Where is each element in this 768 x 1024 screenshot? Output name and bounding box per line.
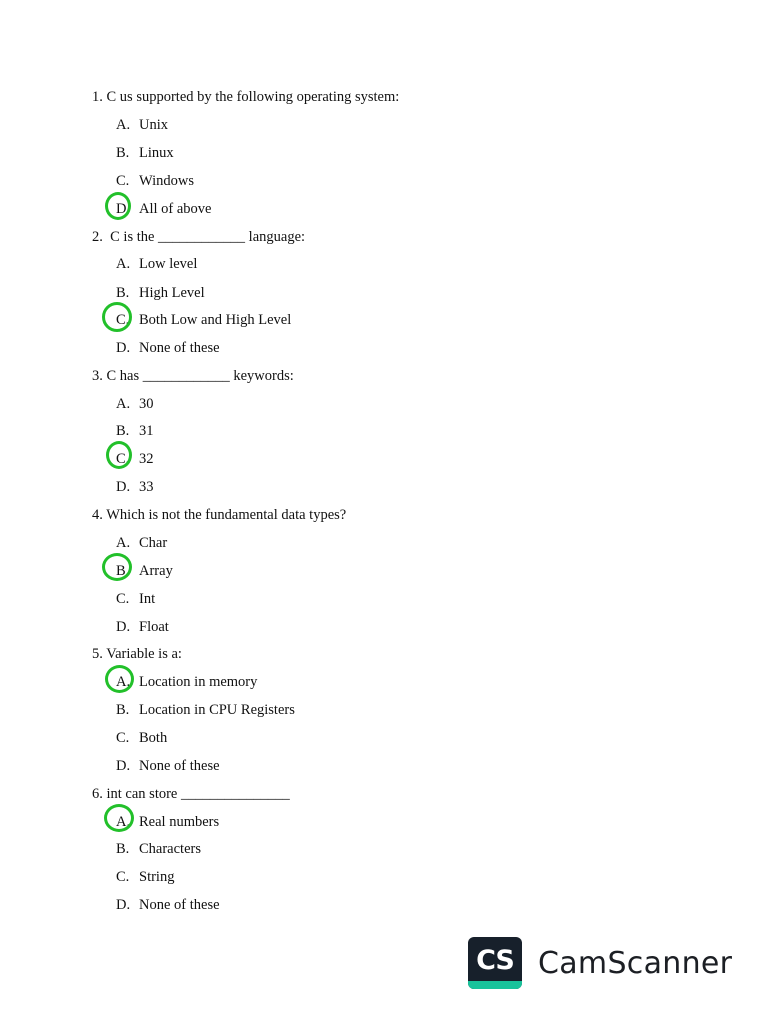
option-6d: D. None of these	[116, 897, 220, 913]
option-3d: D. 33	[116, 479, 154, 495]
option-5a: A. Location in memory	[116, 674, 258, 690]
answer-circle-5	[105, 665, 134, 693]
answer-circle-2	[102, 302, 132, 332]
question-3: 3. C has ____________ keywords:	[92, 368, 294, 384]
answer-circle-3	[106, 441, 132, 469]
option-6b: B. Characters	[116, 841, 201, 857]
option-2d: D. None of these	[116, 340, 220, 356]
option-2a: A. Low level	[116, 256, 198, 272]
camscanner-wordmark: CamScanner	[538, 945, 733, 981]
option-4c: C. Int	[116, 591, 156, 607]
answer-circle-4	[102, 553, 132, 581]
answer-circle-6	[104, 804, 134, 832]
option-1b: B. Linux	[116, 145, 174, 161]
question-2: 2. C is the ____________ language:	[92, 229, 306, 245]
question-6: 6. int can store _______________	[92, 786, 290, 802]
option-4b: B. Array	[116, 563, 173, 579]
question-4: 4. Which is not the fundamental data types?	[92, 507, 347, 523]
option-2b: B. High Level	[116, 285, 205, 301]
option-6a: A. Real numbers	[116, 814, 220, 830]
option-4a: A. Char	[116, 535, 168, 551]
option-6c: C. String	[116, 869, 175, 885]
option-1d: D. All of above	[116, 201, 212, 217]
option-4d: D. Float	[116, 619, 169, 635]
question-1: 1. C us supported by the following operating system:	[92, 89, 400, 105]
option-3a: A. 30	[116, 396, 154, 412]
logo-stripe	[468, 981, 522, 989]
option-5c: C. Both	[116, 730, 168, 746]
option-1a: A. Unix	[116, 117, 168, 133]
option-3b: B. 31	[116, 423, 154, 439]
camscanner-logo-icon: CS	[468, 937, 522, 989]
answer-circle-1	[105, 192, 131, 220]
camscanner-watermark	[468, 937, 732, 989]
question-5: 5. Variable is a:	[92, 646, 182, 662]
option-1c: C. Windows	[116, 173, 194, 189]
option-3c: C. 32	[116, 451, 154, 467]
option-5b: B. Location in CPU Registers	[116, 702, 295, 718]
option-2c: C. Both Low and High Level	[116, 312, 292, 328]
option-5d: D. None of these	[116, 758, 220, 774]
